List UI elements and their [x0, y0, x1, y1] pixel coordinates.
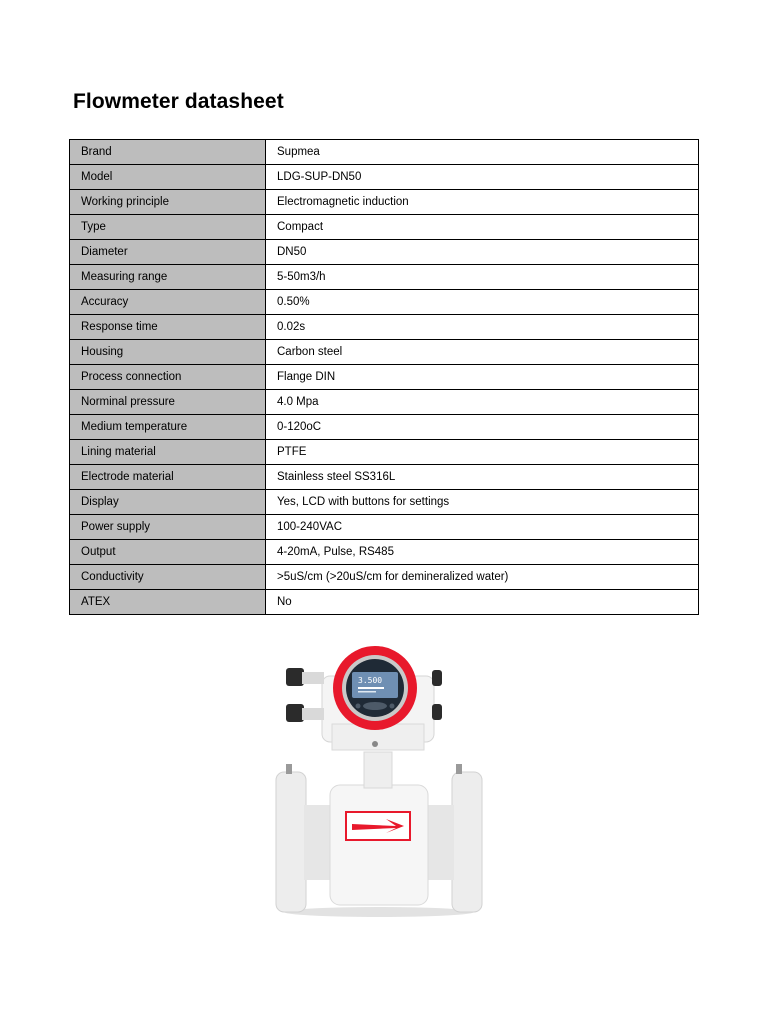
spec-value: 0-120oC: [266, 415, 699, 440]
spec-label: Conductivity: [70, 565, 266, 590]
spec-value: LDG-SUP-DN50: [266, 165, 699, 190]
spec-row: [70, 265, 699, 290]
spec-label: Process connection: [70, 365, 266, 390]
spec-label: Working principle: [70, 190, 266, 215]
spec-row: [70, 315, 699, 340]
spec-value: >5uS/cm (>20uS/cm for demineralized water): [266, 565, 699, 590]
spec-value: 5-50m3/h: [266, 265, 699, 290]
spec-row: [70, 490, 699, 515]
spec-label: Norminal pressure: [70, 390, 266, 415]
spec-value: No: [266, 590, 699, 615]
spec-label: Diameter: [70, 240, 266, 265]
spec-value: Flange DIN: [266, 365, 699, 390]
spec-row: [70, 515, 699, 540]
spec-label: Lining material: [70, 440, 266, 465]
spec-row: [70, 190, 699, 215]
spec-value: Supmea: [266, 140, 699, 165]
spec-table-body: [70, 140, 699, 615]
spec-row: [70, 215, 699, 240]
spec-label: Brand: [70, 140, 266, 165]
spec-row: [70, 165, 699, 190]
spec-value: DN50: [266, 240, 699, 265]
spec-value: 100-240VAC: [266, 515, 699, 540]
spec-row: [70, 565, 699, 590]
spec-value: Stainless steel SS316L: [266, 465, 699, 490]
spec-label: Response time: [70, 315, 266, 340]
spec-value: Compact: [266, 215, 699, 240]
spec-table: [69, 139, 699, 615]
spec-row: [70, 365, 699, 390]
spec-row: [70, 390, 699, 415]
spec-row: [70, 340, 699, 365]
spec-label: ATEX: [70, 590, 266, 615]
spec-row: [70, 290, 699, 315]
spec-value: 0.02s: [266, 315, 699, 340]
spec-row: [70, 140, 699, 165]
spec-row: [70, 590, 699, 615]
spec-label: Type: [70, 215, 266, 240]
page-title: Flowmeter datasheet: [73, 90, 284, 113]
spec-label: Medium temperature: [70, 415, 266, 440]
spec-label: Display: [70, 490, 266, 515]
spec-value: 0.50%: [266, 290, 699, 315]
spec-label: Model: [70, 165, 266, 190]
spec-value: Yes, LCD with buttons for settings: [266, 490, 699, 515]
spec-label: Measuring range: [70, 265, 266, 290]
spec-row: [70, 440, 699, 465]
spec-value: 4-20mA, Pulse, RS485: [266, 540, 699, 565]
spec-label: Output: [70, 540, 266, 565]
lcd-reading: 3.500: [358, 676, 383, 685]
spec-label: Accuracy: [70, 290, 266, 315]
spec-label: Housing: [70, 340, 266, 365]
spec-row: [70, 415, 699, 440]
spec-row: [70, 465, 699, 490]
spec-row: [70, 240, 699, 265]
spec-value: Electromagnetic induction: [266, 190, 699, 215]
spec-row: [70, 540, 699, 565]
spec-label: Electrode material: [70, 465, 266, 490]
spec-label: Power supply: [70, 515, 266, 540]
spec-value: 4.0 Mpa: [266, 390, 699, 415]
spec-value: Carbon steel: [266, 340, 699, 365]
spec-value: PTFE: [266, 440, 699, 465]
flowmeter-product-image: [272, 640, 486, 920]
